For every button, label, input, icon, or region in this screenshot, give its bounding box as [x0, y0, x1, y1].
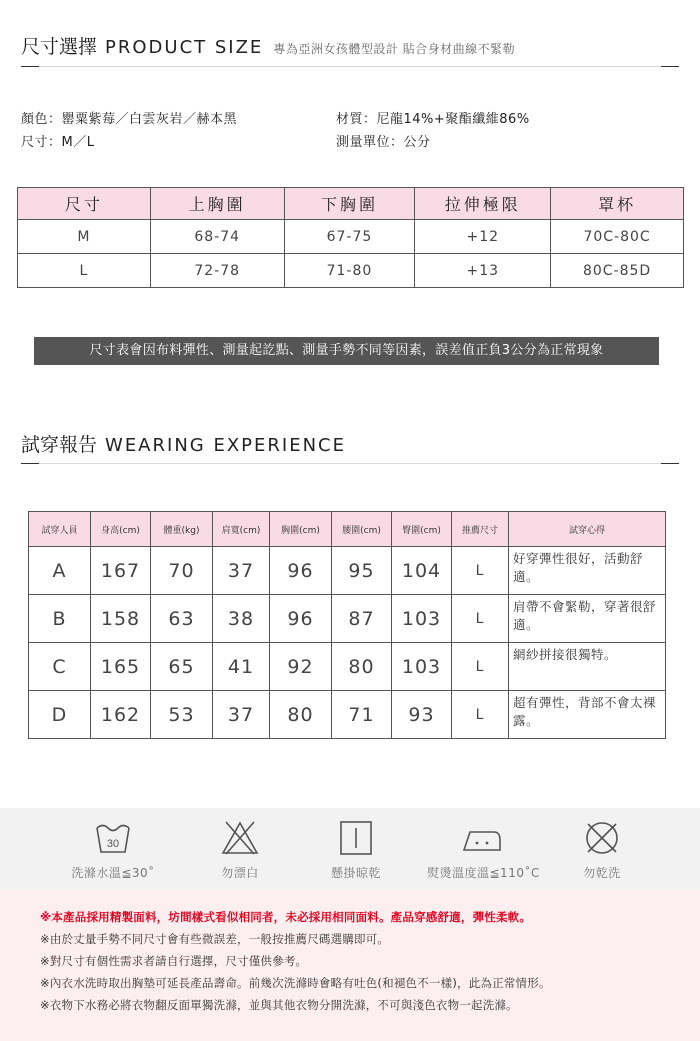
- note-item: ※內衣水洗時取出胸墊可延長產品壽命。前幾次洗滌時會略有吐色(和褪色不一樣)，此為正常情形。: [40, 976, 551, 990]
- table-cell: L: [18, 254, 151, 288]
- care-item-no-bleach: [185, 818, 295, 881]
- product-info-left: [21, 108, 237, 154]
- wearing-table-header: 身高(cm): [91, 512, 151, 547]
- table-cell: +13: [415, 254, 551, 288]
- product-size-title-en: PRODUCT SIZE: [105, 37, 264, 58]
- table-cell: 162: [91, 691, 151, 739]
- table-cell: 93: [392, 691, 452, 739]
- table-row: [29, 691, 666, 739]
- size-table-header: 上胸圍: [150, 188, 284, 220]
- wash-30-icon: [93, 818, 133, 858]
- product-size-title-row: [21, 32, 679, 59]
- table-cell: 80: [332, 643, 392, 691]
- note-item: ※本產品採用精製面料，坊間樣式看似相同者，未必採用相同面料。產品穿感舒適，彈性柔軟。: [40, 910, 532, 924]
- table-cell: 104: [392, 547, 452, 595]
- table-cell: 網紗拼接很獨特。: [509, 643, 666, 691]
- product-size-title: 尺寸選擇: [21, 36, 98, 58]
- table-cell: 41: [213, 643, 270, 691]
- table-row: [29, 595, 666, 643]
- table-cell: 80C-85D: [551, 254, 684, 288]
- table-cell: C: [29, 643, 91, 691]
- table-cell: 65: [151, 643, 213, 691]
- table-row: [29, 547, 666, 595]
- wearing-table-header: 肩寬(cm): [213, 512, 270, 547]
- divider-tick: [661, 463, 679, 464]
- table-cell: 103: [392, 643, 452, 691]
- table-cell: L: [452, 547, 509, 595]
- table-cell: 71-80: [284, 254, 415, 288]
- no-bleach-icon: [220, 818, 260, 858]
- iron-icon: [460, 818, 504, 858]
- unit-info: 測量單位：公分: [336, 135, 431, 150]
- table-row: [29, 643, 666, 691]
- table-cell: 92: [270, 643, 332, 691]
- divider-tick: [661, 66, 679, 67]
- table-cell: 103: [392, 595, 452, 643]
- table-cell: 158: [91, 595, 151, 643]
- product-info-right: [336, 108, 530, 154]
- table-cell: M: [18, 220, 151, 254]
- table-cell: 95: [332, 547, 392, 595]
- table-cell: 72-78: [150, 254, 284, 288]
- care-label: 懸掛晾乾: [330, 866, 381, 880]
- wearing-title: 試穿報告: [21, 434, 98, 456]
- table-cell: 96: [270, 547, 332, 595]
- divider-tick: [21, 463, 39, 464]
- wearing-table-header: 胸圍(cm): [270, 512, 332, 547]
- care-item-no-dry-clean: [547, 818, 657, 881]
- note-item: ※衣物下水務必將衣物翻反面單獨洗滌，並與其他衣物分開洗滌，不可與淺色衣物一起洗滌。: [40, 998, 518, 1012]
- table-cell: 70: [151, 547, 213, 595]
- table-cell: 超有彈性，背部不會太裸露。: [509, 691, 666, 739]
- wearing-table-header: 臀圍(cm): [392, 512, 452, 547]
- table-row: [18, 220, 684, 254]
- care-label: 勿漂白: [221, 866, 259, 880]
- table-row: [18, 254, 684, 288]
- table-cell: 70C-80C: [551, 220, 684, 254]
- table-cell: +12: [415, 220, 551, 254]
- table-cell: 167: [91, 547, 151, 595]
- product-size-subtitle: 專為亞洲女孩體型設計 貼合身材曲線不緊勒: [273, 42, 516, 56]
- table-cell: 63: [151, 595, 213, 643]
- material-info: 材質：尼龍14%+聚酯纖維86%: [336, 112, 530, 127]
- divider-tick: [21, 66, 39, 67]
- table-cell: 68-74: [150, 220, 284, 254]
- table-cell: D: [29, 691, 91, 739]
- care-instructions: [0, 808, 700, 890]
- size-table-header: 下胸圍: [284, 188, 415, 220]
- size-notice-banner: 尺寸表會因布料彈性、測量起訖點、測量手勢不同等因素，誤差值正負3公分為正常現象: [34, 337, 659, 365]
- wearing-table-header: 體重(kg): [151, 512, 213, 547]
- table-cell: L: [452, 595, 509, 643]
- wearing-table-header: 腰圍(cm): [332, 512, 392, 547]
- care-label: 洗滌水溫≦30˚: [71, 866, 155, 880]
- note-item: ※由於丈量手勢不同尺寸會有些微誤差，一般按推薦尺碼選購即可。: [40, 932, 390, 946]
- color-info: 顏色：罌粟紫莓／白雲灰岩／赫本黑: [21, 112, 238, 127]
- table-cell: 165: [91, 643, 151, 691]
- wearing-table: [28, 511, 666, 739]
- table-cell: 53: [151, 691, 213, 739]
- product-size-header: [21, 32, 679, 68]
- table-cell: 96: [270, 595, 332, 643]
- care-label: 熨燙溫度溫≦110˚C: [427, 866, 540, 880]
- size-info: 尺寸：M／L: [21, 135, 95, 150]
- table-cell: L: [452, 691, 509, 739]
- wearing-title-en: WEARING EXPERIENCE: [105, 435, 346, 456]
- wearing-table-header: 試穿人員: [29, 512, 91, 547]
- size-table-header: 拉伸極限: [415, 188, 551, 220]
- size-table-header-row: [18, 188, 684, 220]
- size-table: [17, 187, 684, 288]
- table-cell: 80: [270, 691, 332, 739]
- wash-temp-text: 30: [106, 838, 120, 850]
- size-table-header: 罩杯: [551, 188, 684, 220]
- wearing-table-header: 推薦尺寸: [452, 512, 509, 547]
- size-table-header: 尺寸: [18, 188, 151, 220]
- no-dry-clean-icon: [582, 818, 622, 858]
- care-item-wash: [58, 818, 168, 881]
- table-cell: 好穿彈性很好，活動舒適。: [509, 547, 666, 595]
- table-cell: 38: [213, 595, 270, 643]
- table-cell: L: [452, 643, 509, 691]
- product-notes: [0, 890, 700, 1041]
- table-cell: B: [29, 595, 91, 643]
- divider: [21, 66, 679, 67]
- table-cell: 37: [213, 691, 270, 739]
- table-cell: 87: [332, 595, 392, 643]
- table-cell: 37: [213, 547, 270, 595]
- care-item-hang-dry: [301, 818, 411, 881]
- wearing-table-header: 試穿心得: [509, 512, 666, 547]
- table-cell: A: [29, 547, 91, 595]
- table-cell: 肩帶不會緊勒，穿著很舒適。: [509, 595, 666, 643]
- care-label: 勿乾洗: [583, 866, 621, 880]
- wearing-table-header-row: [29, 512, 666, 547]
- note-item: ※對尺寸有個性需求者請自行選擇，尺寸僅供參考。: [40, 954, 308, 968]
- table-cell: 71: [332, 691, 392, 739]
- wearing-header: [21, 430, 679, 466]
- divider: [21, 463, 679, 464]
- care-item-iron: [427, 818, 540, 881]
- table-cell: 67-75: [284, 220, 415, 254]
- hang-dry-icon: [336, 818, 376, 858]
- wearing-title-row: [21, 430, 679, 457]
